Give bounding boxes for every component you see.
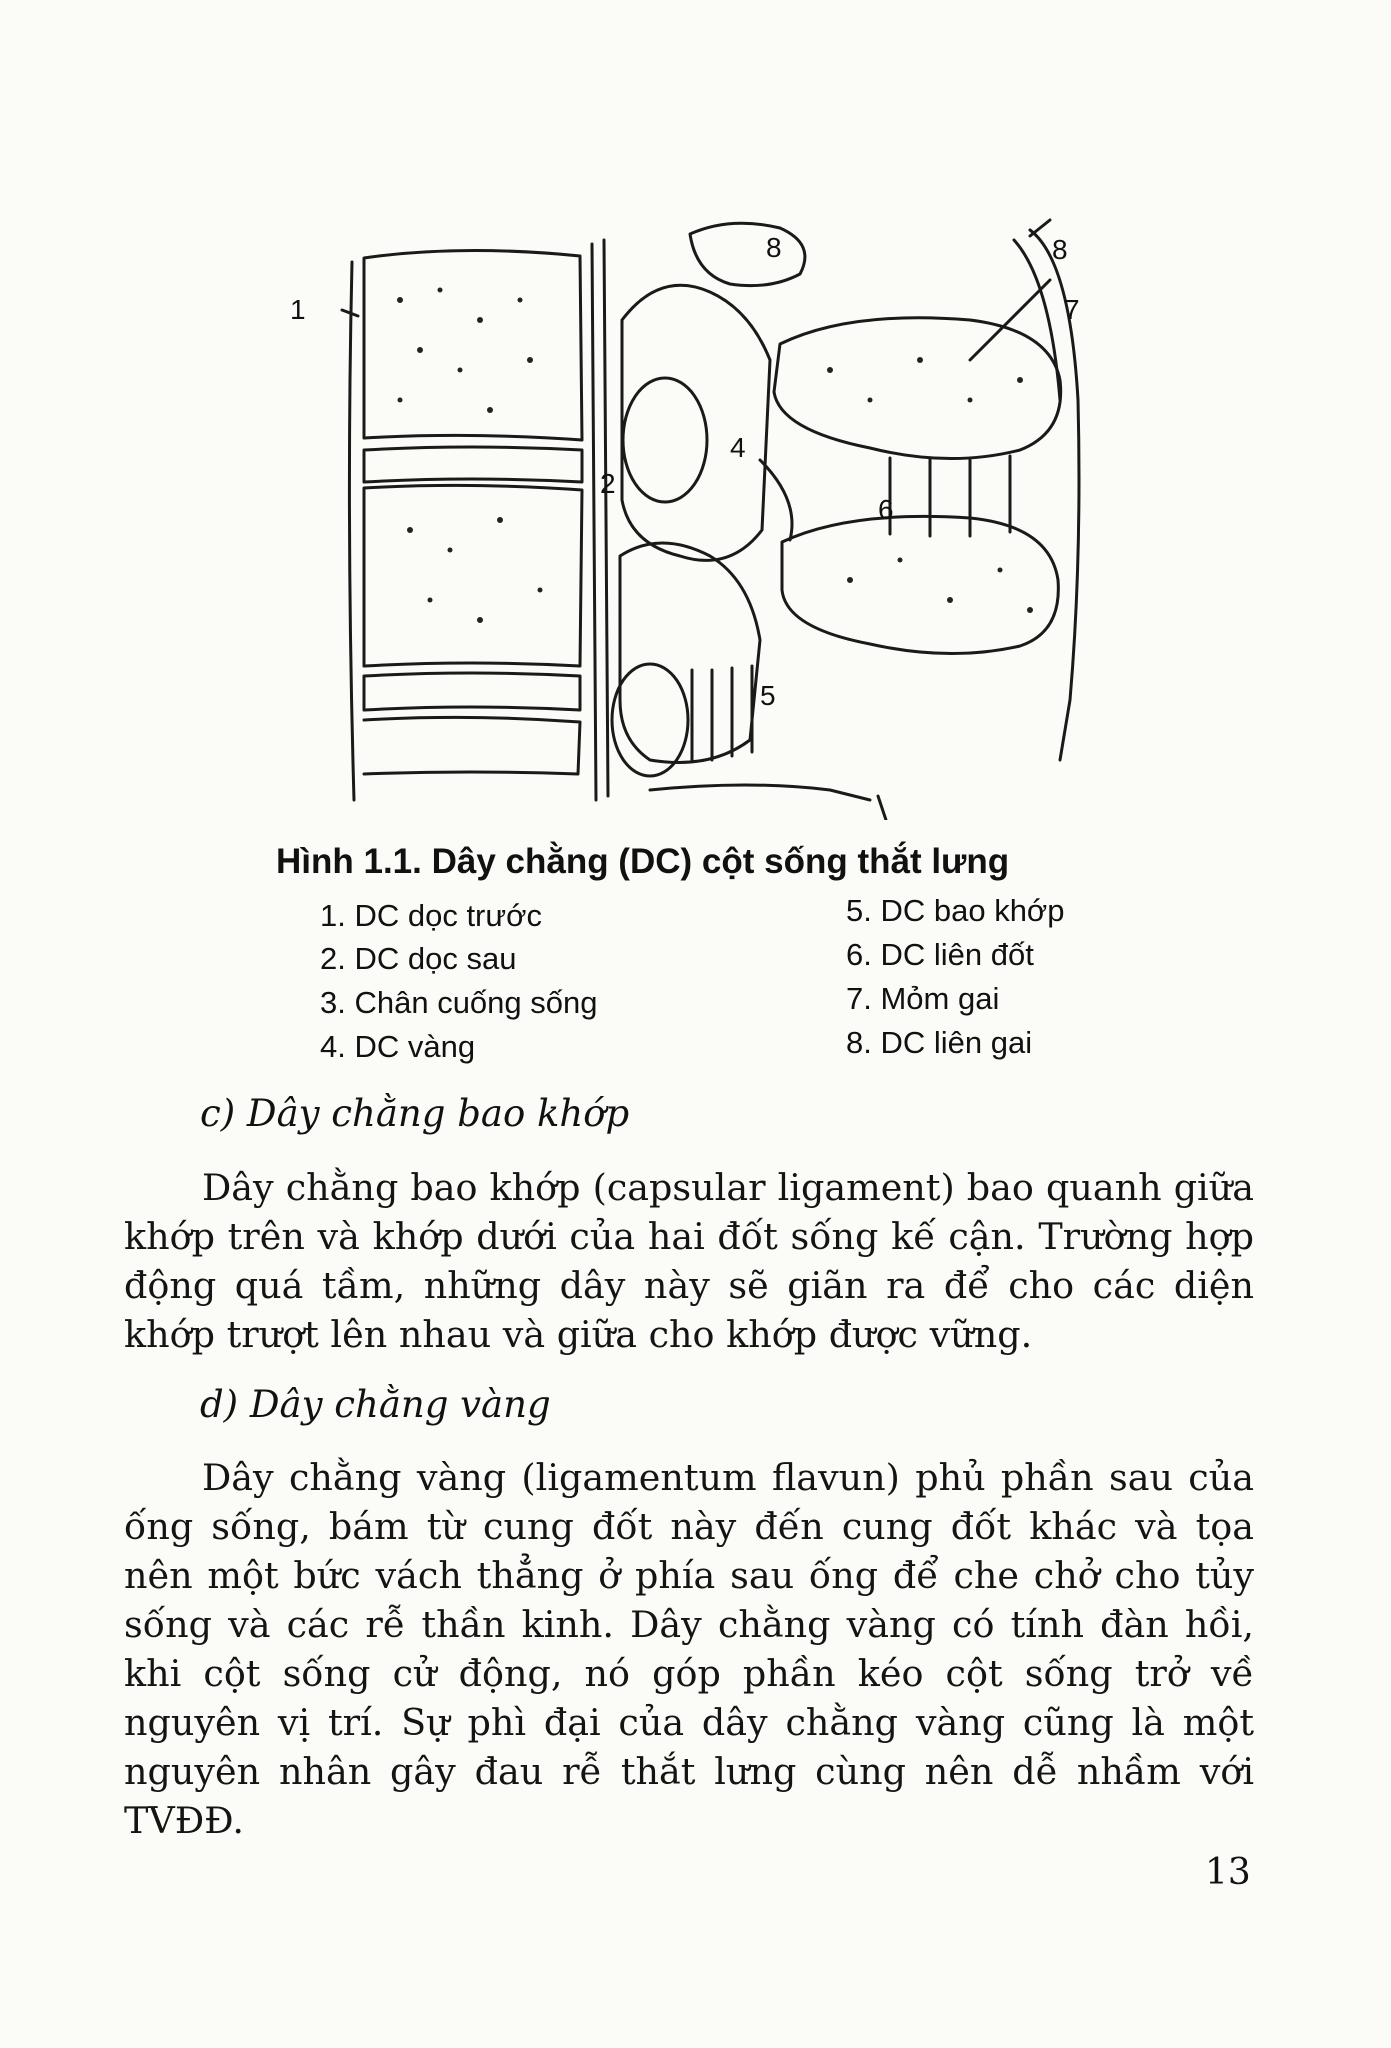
pedicle-lower (620, 543, 760, 763)
interspinous-ligament (890, 456, 1010, 536)
anterior-ligament-line (349, 262, 354, 800)
figure-label-4: 4 (730, 432, 746, 463)
figure-label-7: 7 (1064, 294, 1080, 325)
section-c-paragraph: Dây chằng bao khớp (capsular ligament) bao quanh giữa khớp trên và khớp dưới của hai đốt sống kế cận. Trường hợp động quá tầm, những dây này sẽ giãn ra để cho các diện khớp trượt lên nhau và giữa cho khớp được vững. (124, 1166, 1254, 1356)
vertebral-body-upper (364, 250, 582, 440)
figure-label-2: 2 (600, 468, 616, 499)
figure-caption-title: Hình 1.1. Dây chằng (DC) cột sống thắt lưng (276, 842, 1010, 881)
legend-item: 8. DC liên gai (846, 1025, 1033, 1060)
intervertebral-disc-lower (364, 673, 580, 710)
articular-process-top (690, 223, 805, 285)
figure-label-5: 5 (760, 680, 776, 711)
section-heading-d: d) Dây chằng vàng (200, 1383, 551, 1426)
legend-item: 6. DC liên đốt (846, 937, 1034, 972)
legend-item: 2. DC dọc sau (320, 941, 517, 976)
figure-label-8-inner: 8 (766, 232, 782, 263)
legend-item: 3. Chân cuống sống (320, 985, 598, 1020)
section-heading-c: c) Dây chằng bao khớp (200, 1092, 630, 1135)
section-d-paragraph: Dây chằng vàng (ligamentum flavun) phủ phần sau của ống sống, bám từ cung đốt này đến cung đốt khác và tọa nên một bức vách thẳng ở phía sau ống để che chở cho tủy sống và các rễ thần kinh. Dây chằng vàng có tính đàn hồi, khi cột sống cử động, nó góp phần kéo cột sống trở về nguyên vị trí. Sự phì đại của dây chằng vàng cũng là một nguyên nhân gây đau rễ thắt lưng cùng nên dễ nhầm với TVĐĐ. (124, 1456, 1254, 1842)
pedicle-upper (622, 285, 770, 560)
leader-8 (1030, 220, 1050, 236)
spine-ligament-illustration (290, 200, 1130, 820)
spinous-process-lower (782, 516, 1058, 653)
legend-item: 1. DC dọc trước (320, 898, 542, 933)
legend-item: 4. DC vàng (320, 1029, 476, 1064)
legend-item: 7. Mỏm gai (846, 981, 1000, 1016)
vertebral-body-lower (364, 485, 582, 666)
leader-7 (970, 280, 1050, 360)
figure-label-8: 8 (1052, 234, 1068, 265)
page-number: 13 (1205, 1852, 1251, 1893)
intervertebral-disc-upper (364, 447, 582, 482)
spine-drawing (330, 200, 1130, 820)
posterior-ligament-line (592, 244, 596, 800)
legend-item: 5. DC bao khớp (846, 893, 1065, 928)
figure-label-1: 1 (290, 294, 306, 325)
bone-texture (397, 288, 1033, 624)
spinous-process-upper (774, 318, 1061, 459)
foramen-upper (623, 378, 707, 502)
figure-label-6: 6 (878, 494, 894, 525)
